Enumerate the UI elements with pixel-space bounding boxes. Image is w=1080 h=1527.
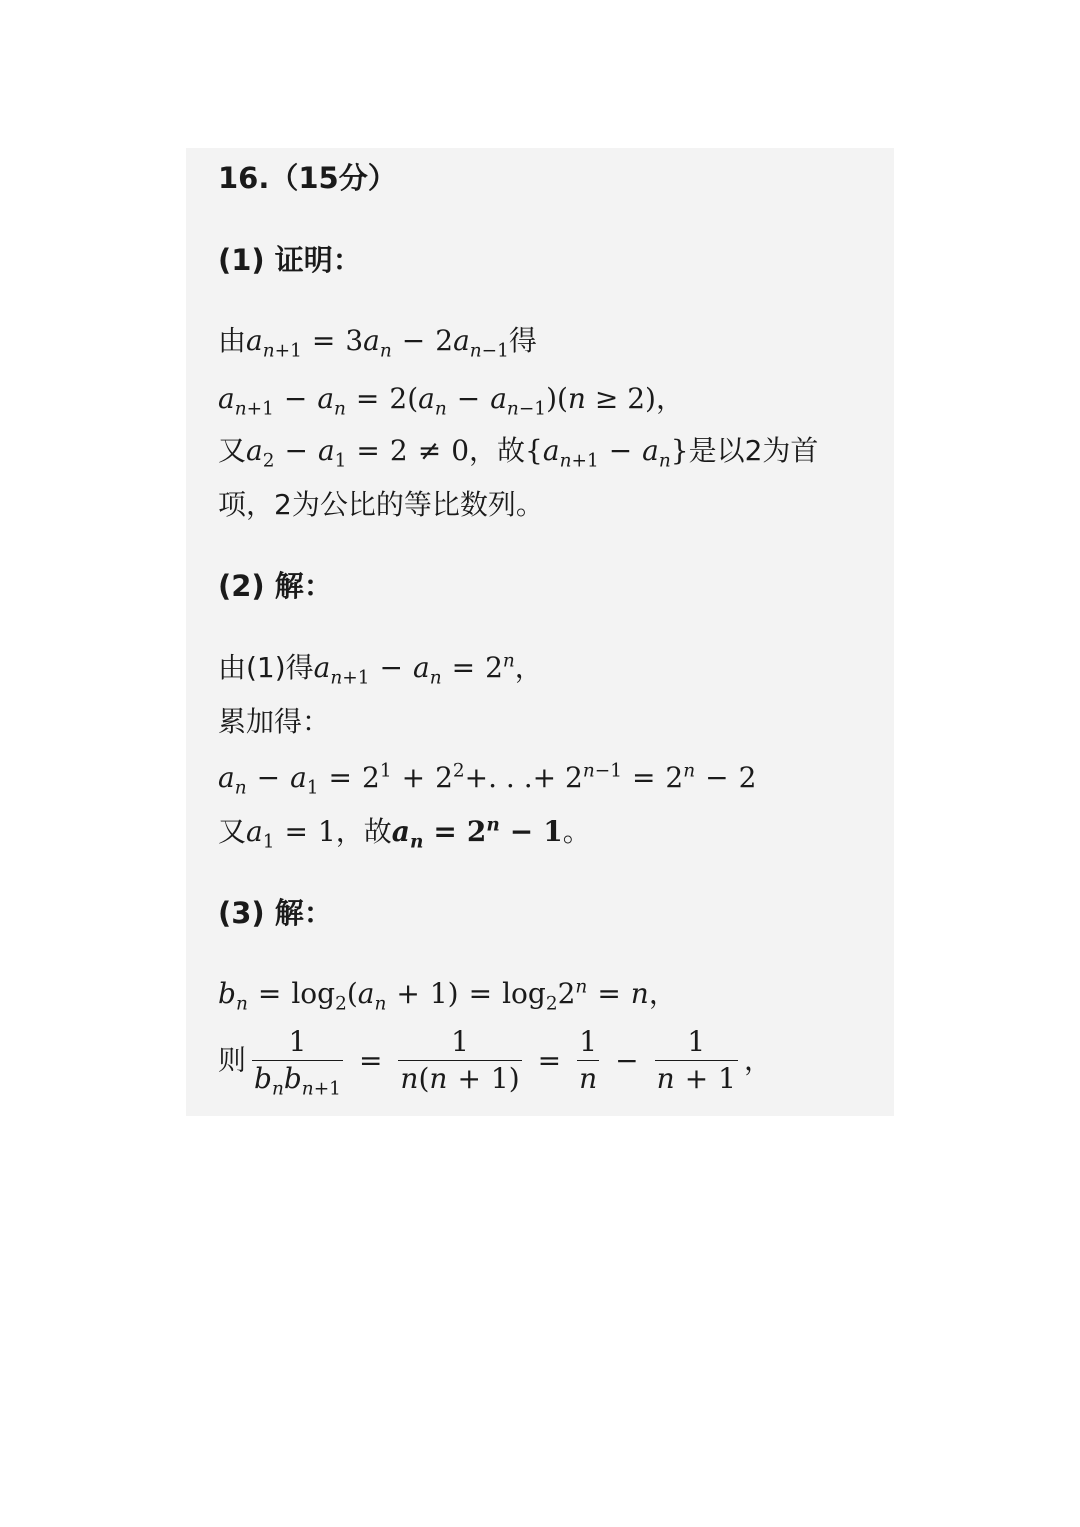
part3-label: (3) 解：: [218, 896, 333, 930]
bn-definition: $b_n = \log_2(a_n + 1) = \log_22^n = n$，: [218, 976, 677, 1015]
recurrence-formula: $a_{n+1} = 3a_n - 2a_{n-1}$: [246, 324, 509, 362]
part1-line3-prefix: 又: [218, 434, 247, 467]
part2-line4-prefix: 又: [218, 815, 247, 848]
part1-label: (1) 证明：: [218, 243, 362, 277]
partial-fractions: $\frac{1}{b_nb_{n+1}}$ = $\frac{1}{n(n + 1)}$ = $\frac{1}{n}$ − $\frac{1}{n + 1}$ ，: [254, 1025, 772, 1100]
sequence-set: $\{a_{n+1} - a_n\}$: [525, 434, 689, 472]
part1-line3-mid: ，故: [469, 434, 526, 467]
part3-line2: [218, 1024, 772, 1100]
part2-line4-mid: ，故: [335, 815, 392, 848]
initial-value: $a_1 = 1$: [246, 815, 336, 853]
initial-difference: $a_2 - a_1 = 2 \ne 0$: [246, 434, 470, 472]
part1-line1: [218, 323, 537, 362]
difference-formula: $a_{n+1} - a_n = 2(a_n - a_{n-1})(n \ge 2)$，: [218, 382, 684, 420]
part1-line4: 项，2为公比的等比数列。: [218, 488, 544, 521]
fraction-3: $\frac{1}{n}$: [579, 1025, 598, 1095]
part2-label: (2) 解：: [218, 569, 333, 603]
part2-line2: 累加得：: [218, 705, 331, 738]
part1-line3-suffix: 是以2为首: [688, 434, 819, 467]
part2-line4: [218, 814, 591, 853]
solution-card: [186, 148, 894, 1116]
part3-line1: [218, 976, 677, 1015]
general-term: $a_n = 2^n - 1$: [391, 814, 563, 853]
part3-line2-prefix: 则: [218, 1043, 247, 1077]
part2-line4-suffix: 。: [562, 815, 591, 848]
part1-line1-prefix: 由: [218, 324, 247, 357]
fraction-2: $\frac{1}{n(n + 1)}$: [400, 1025, 520, 1095]
part2-line3: [218, 760, 757, 799]
part2-line1: [218, 650, 543, 689]
part2-line1-prefix: 由(1)得: [218, 651, 314, 684]
fraction-4: $\frac{1}{n + 1}$: [656, 1025, 736, 1095]
fraction-1: $\frac{1}{b_nb_{n+1}}$: [254, 1025, 341, 1100]
part1-line2: [218, 381, 684, 420]
problem-header: 16.（15分）: [218, 161, 397, 195]
difference-power: $a_{n+1} - a_n = 2^n$，: [313, 650, 543, 689]
part1-line1-suffix: 得: [508, 324, 537, 357]
telescoping-sum: $a_n - a_1 = 2^1 + 2^2+$. . .+ $2^{n-1} = 2^n - 2$: [218, 760, 757, 799]
part1-line3: [218, 433, 819, 472]
